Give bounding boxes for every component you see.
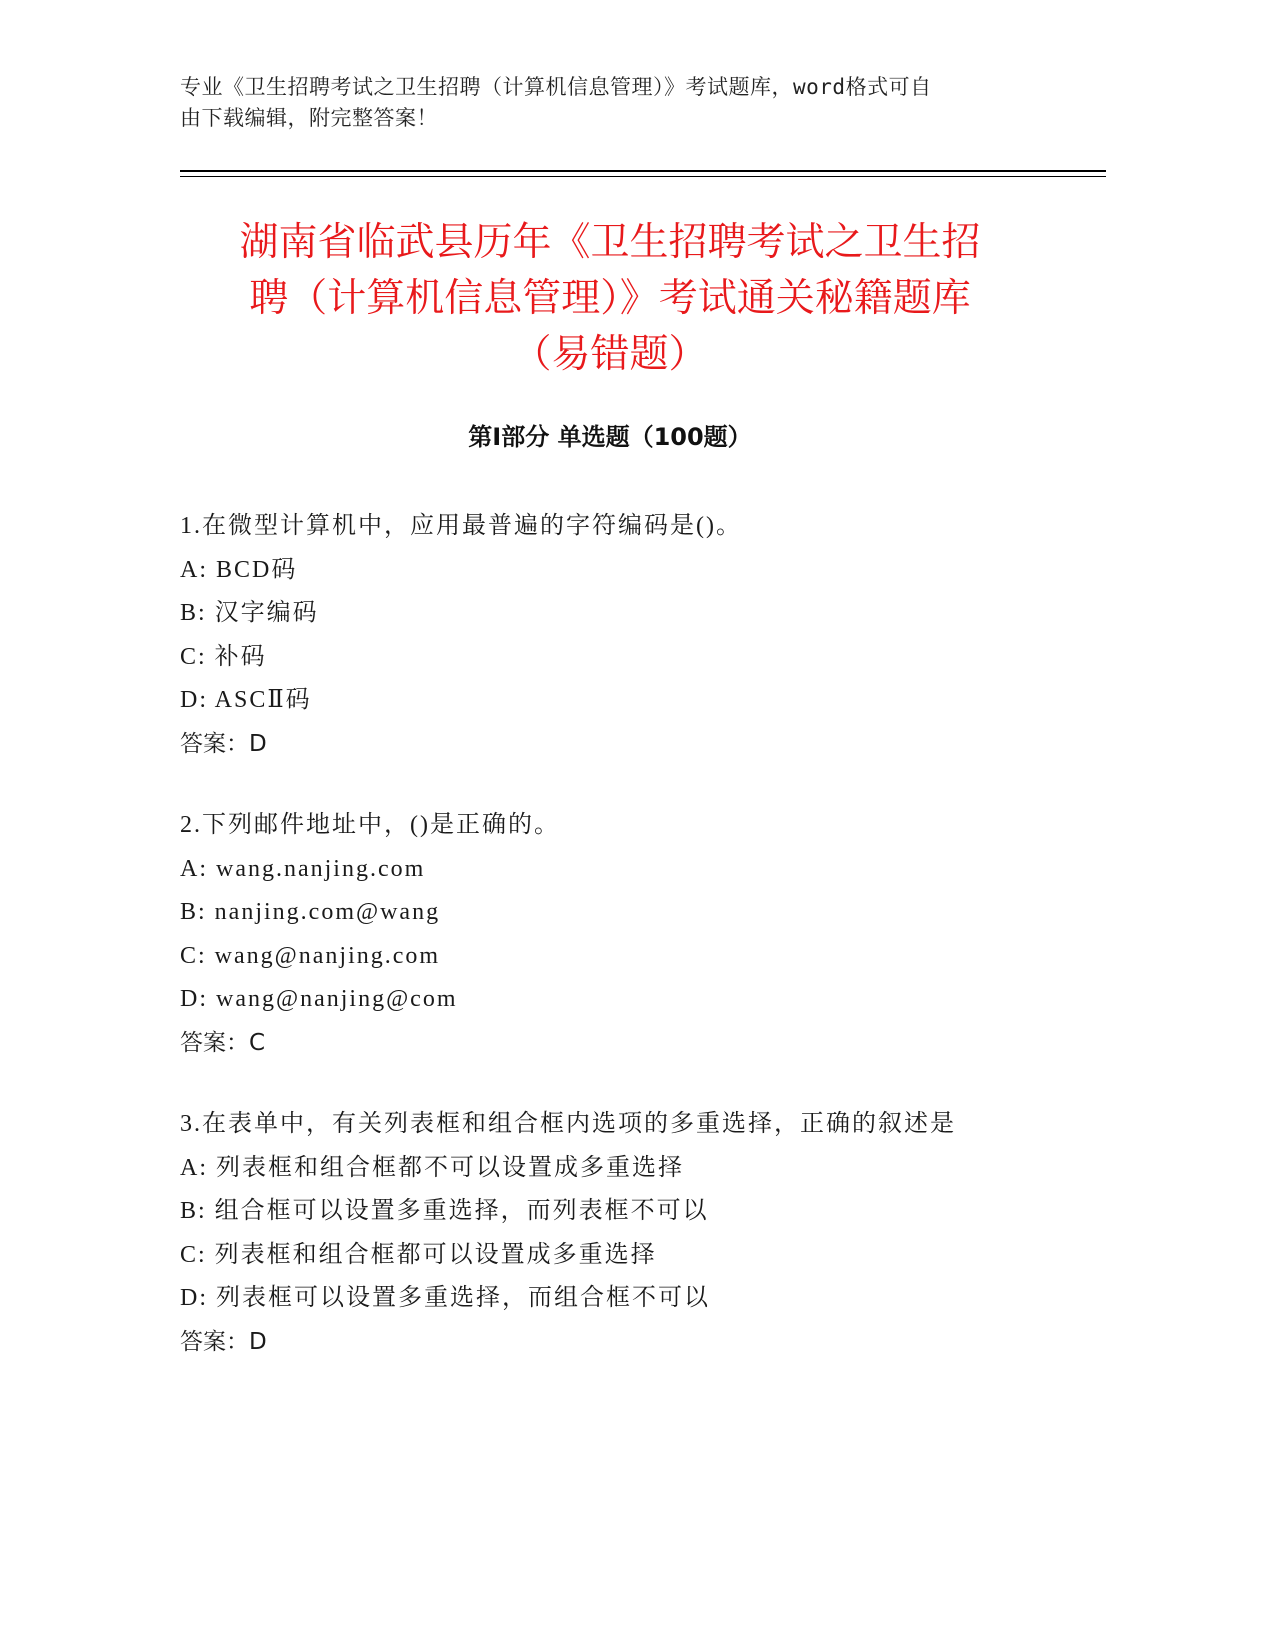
- option-b: B: 组合框可以设置多重选择，而列表框不可以: [180, 1198, 709, 1224]
- header-note-line-2: 由下载编辑，附完整答案！: [180, 106, 438, 130]
- option-c: C: wang@nanjing.com: [180, 942, 441, 969]
- answer: 答案：D: [180, 730, 267, 757]
- document-title-line-2: 聘（计算机信息管理）》考试通关秘籍题库: [249, 276, 971, 321]
- option-d: D: ASCⅡ码: [180, 687, 312, 713]
- option-b: B: nanjing.com@wang: [180, 899, 441, 925]
- document-title: [160, 215, 1060, 383]
- question-2: [180, 804, 1080, 1065]
- header-divider-thick: [180, 170, 1106, 172]
- question-stem: 3.在表单中，有关列表框和组合框内选项的多重选择，正确的叙述是: [180, 1111, 956, 1137]
- document-title-line-3: （易错题）: [512, 332, 708, 377]
- option-c: C: 补码: [180, 643, 267, 670]
- answer: 答案：D: [180, 1328, 267, 1355]
- option-a: A: BCD码: [180, 556, 298, 583]
- header-note: [180, 72, 1040, 134]
- question-list: [180, 505, 1080, 1402]
- option-a: A: 列表框和组合框都不可以设置成多重选择: [180, 1154, 684, 1181]
- answer: 答案：C: [180, 1029, 266, 1056]
- option-d: D: 列表框可以设置多重选择，而组合框不可以: [180, 1285, 710, 1311]
- section-title: 第Ⅰ部分 单选题（100题）: [468, 423, 752, 451]
- question-stem: 1.在微型计算机中，应用最普遍的字符编码是()。: [180, 513, 742, 539]
- header-divider-thin: [180, 176, 1106, 177]
- option-c: C: 列表框和组合框都可以设置成多重选择: [180, 1241, 657, 1268]
- header-note-line-1: 专业《卫生招聘考试之卫生招聘（计算机信息管理）》考试题库，word格式可自: [180, 75, 932, 99]
- question-1: [180, 505, 1080, 766]
- option-d: D: wang@nanjing@com: [180, 986, 458, 1012]
- option-a: A: wang.nanjing.com: [180, 855, 426, 882]
- question-3: [180, 1103, 1080, 1364]
- document-title-line-1: 湖南省临武县历年《卫生招聘考试之卫生招: [239, 220, 981, 265]
- question-stem: 2.下列邮件地址中，()是正确的。: [180, 812, 560, 838]
- option-b: B: 汉字编码: [180, 600, 319, 626]
